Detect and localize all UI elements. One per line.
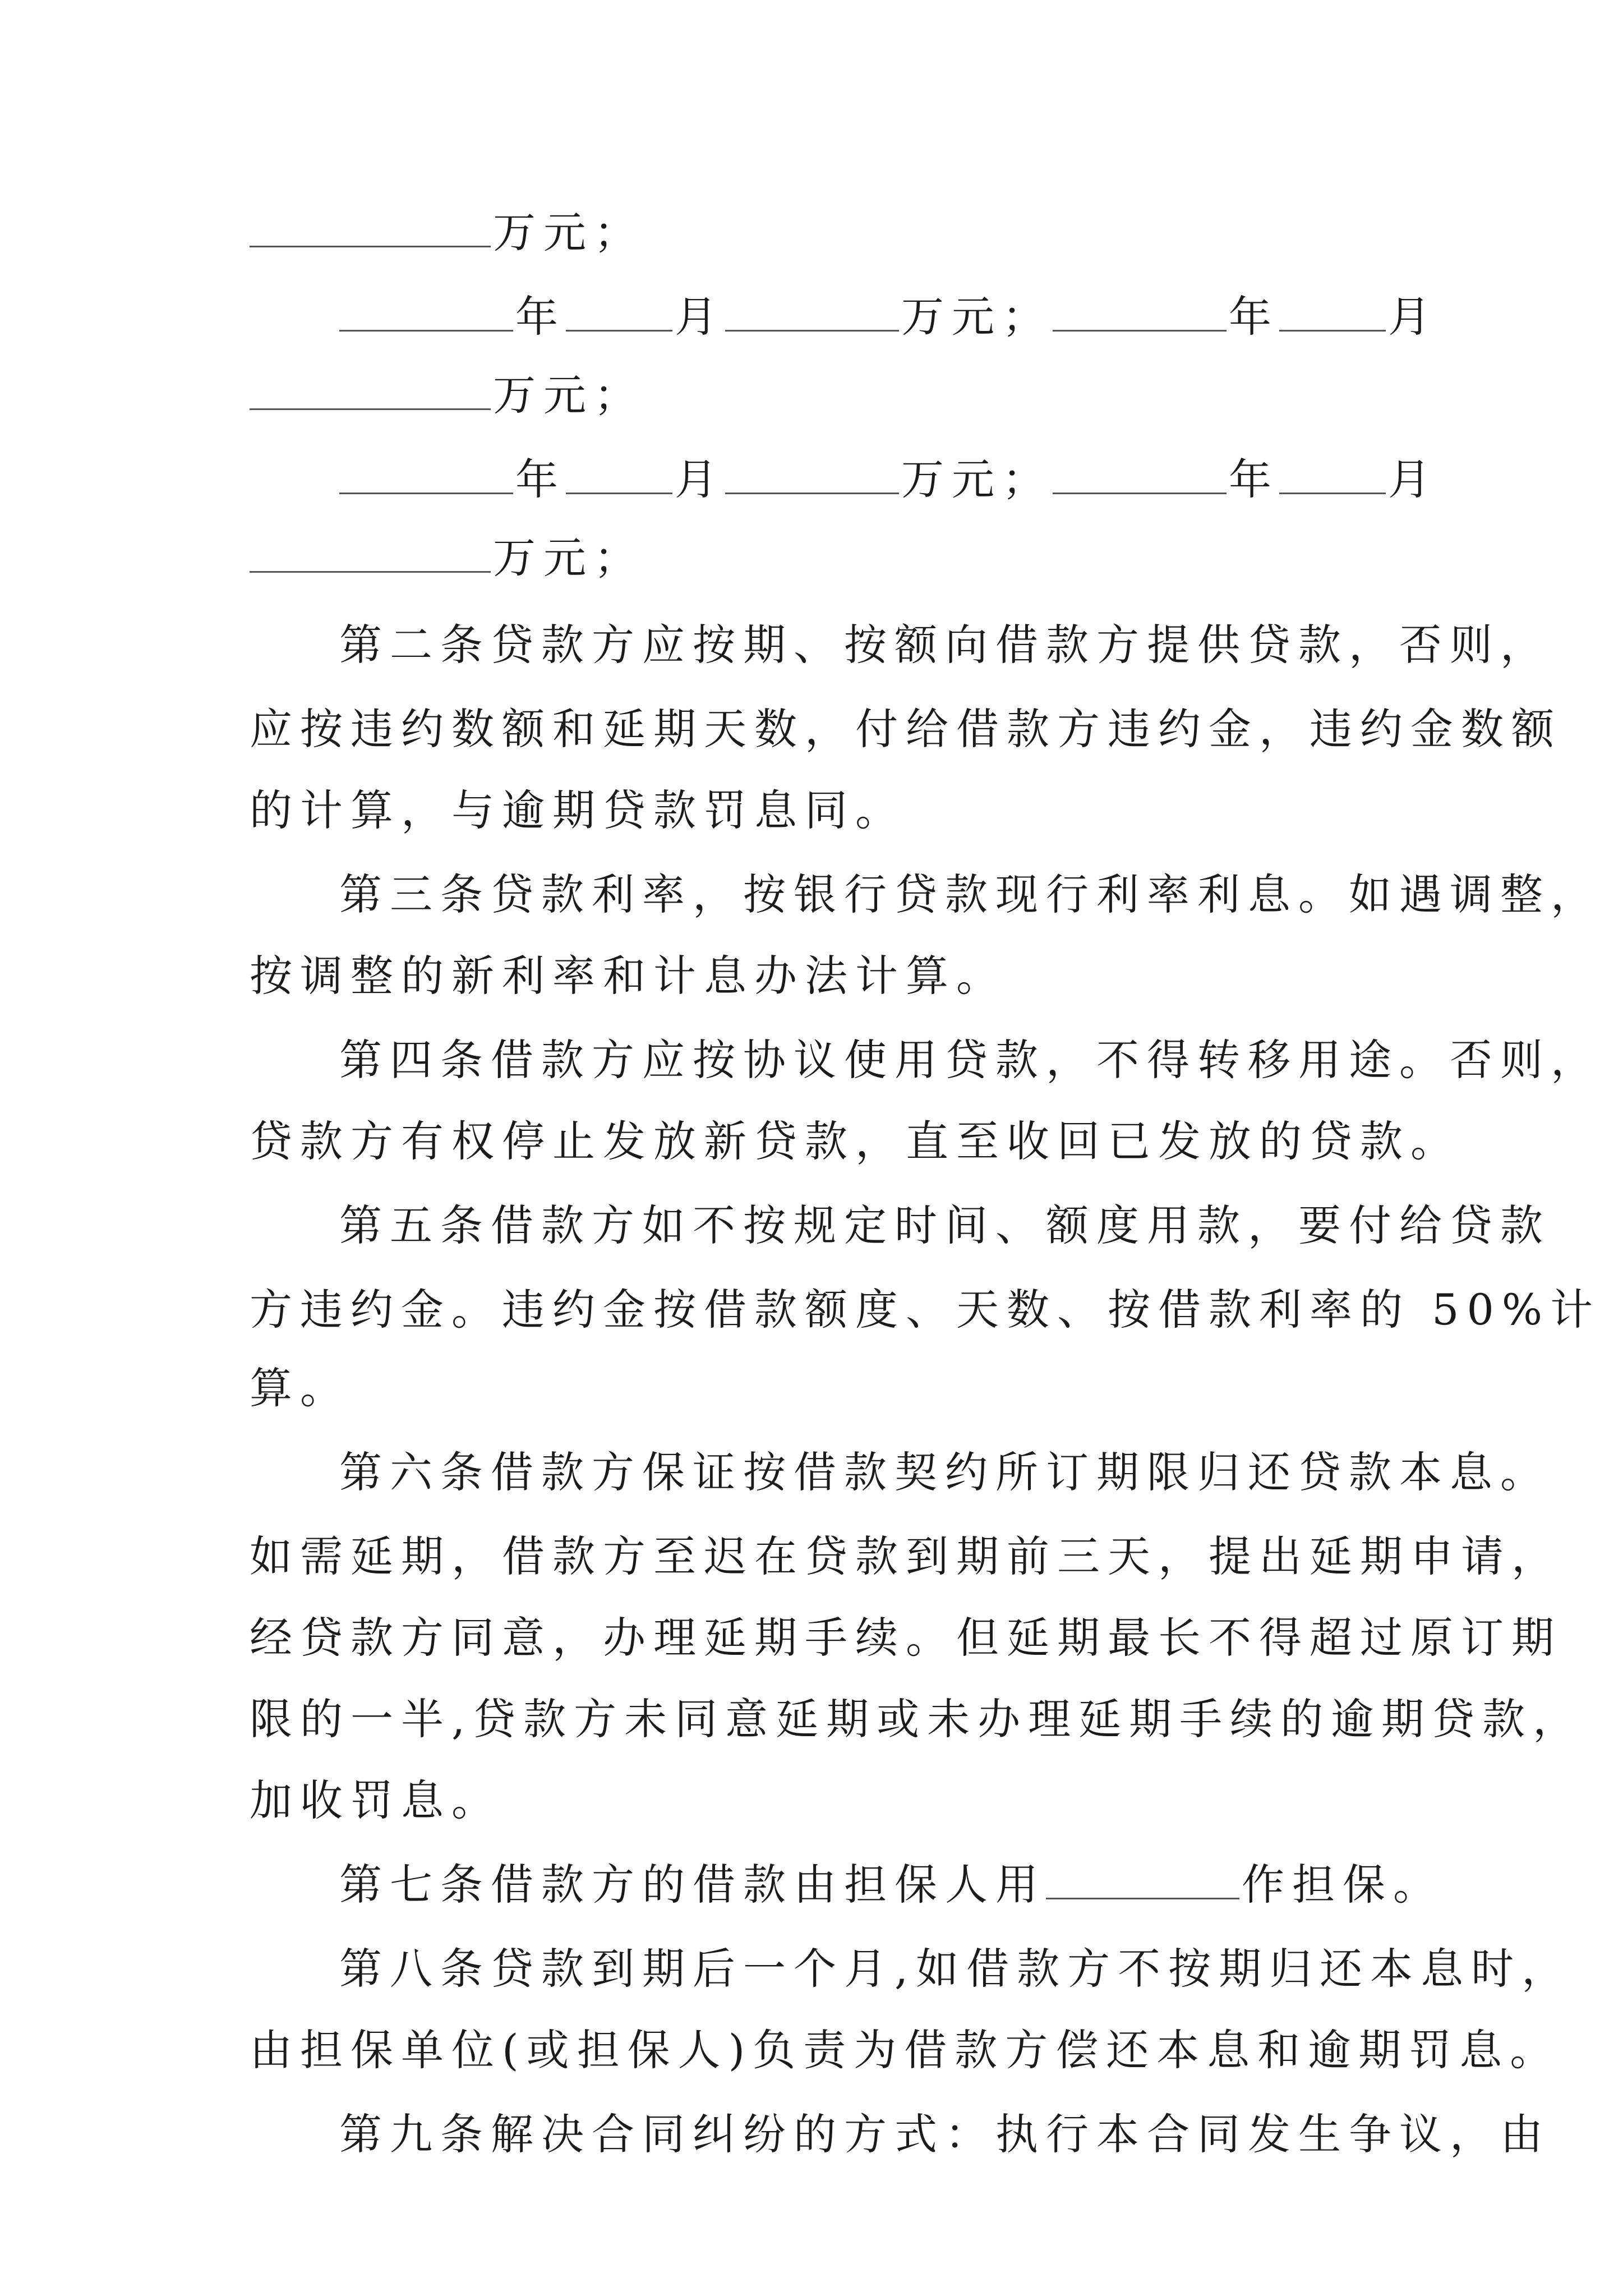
article-2-line: 的计算，与逾期贷款罚息同。 [250,785,906,835]
month-blank [566,458,672,494]
amount-blank [250,374,491,410]
schedule-row [250,367,1399,424]
unit-label: 万元； [493,370,644,420]
schedule-row [250,530,1399,586]
amount-blank [725,295,899,332]
article-3-line: 按调整的新利率和计息办法计算。 [250,951,1007,1001]
month-label: 月 [675,292,725,342]
article-2-line: 应按违约数额和延期天数，付给借款方违约金，违约金数额 [250,704,1562,754]
article-2-line: 第二条贷款方应按期、按额向借款方提供贷款，否则， [339,620,1551,670]
year-blank [1053,295,1227,332]
article-4-line: 第四条借款方应按协议使用贷款，不得转移用途。否则， [339,1035,1601,1085]
article-6-line: 限的一半,贷款方未同意延期或未办理延期手续的逾期贷款， [250,1694,1584,1744]
year-label: 年 [515,454,566,504]
article-5-line: 方违约金。违约金按借款额度、天数、按借款利率的 50%计 [250,1285,1601,1335]
schedule-row [250,205,1399,261]
unit-label: 万元； [493,208,644,257]
month-blank [1279,458,1386,494]
amount-blank [250,211,491,247]
month-blank [1279,295,1386,332]
month-label: 月 [1388,292,1438,342]
article-7-text: 第七条借款方的借款由担保人用 [339,1860,1046,1910]
article-5-line: 第五条借款方如不按规定时间、额度用款，要付给贷款 [339,1200,1551,1250]
month-blank [566,295,672,332]
year-label: 年 [1229,292,1279,342]
article-3-line: 第三条贷款利率，按银行贷款现行利率利息。如遇调整， [339,869,1601,919]
amount-blank [250,536,491,573]
article-7-text: 作担保。 [1242,1860,1444,1910]
article-5-line: 算。 [250,1363,351,1413]
article-9-line: 第九条解决合同纠纷的方式：执行本合同发生争议，由 [339,2109,1551,2159]
article-6-line: 加收罚息。 [250,1775,502,1825]
month-label: 月 [1388,454,1438,504]
article-8-line: 第八条贷款到期后一个月,如借款方不按期归还本息时， [339,1944,1573,1994]
guarantee-blank [1046,1863,1239,1899]
year-blank [1053,458,1227,494]
article-8-line: 由担保单位(或担保人)负责为借款方偿还本息和逾期罚息。 [250,2025,1561,2075]
year-blank [339,458,513,494]
year-label: 年 [515,292,566,342]
year-blank [339,295,513,332]
article-7-line [339,1857,1444,1913]
month-label: 月 [675,454,725,504]
amount-blank [725,458,899,494]
article-4-line: 贷款方有权停止发放新贷款，直至收回已发放的贷款。 [250,1116,1461,1166]
unit-label: 万元； [901,292,1053,342]
schedule-row [339,289,1438,345]
article-6-line: 经贷款方同意，办理延期手续。但延期最长不得超过原订期 [250,1613,1562,1663]
article-6-line: 如需延期，借款方至迟在贷款到期前三天，提出延期申请， [250,1531,1562,1581]
unit-label: 万元； [901,454,1053,504]
schedule-row [339,452,1438,508]
article-6-line: 第六条借款方保证按借款契约所订期限归还贷款本息。 [339,1447,1551,1497]
unit-label: 万元； [493,533,644,583]
year-label: 年 [1229,454,1279,504]
